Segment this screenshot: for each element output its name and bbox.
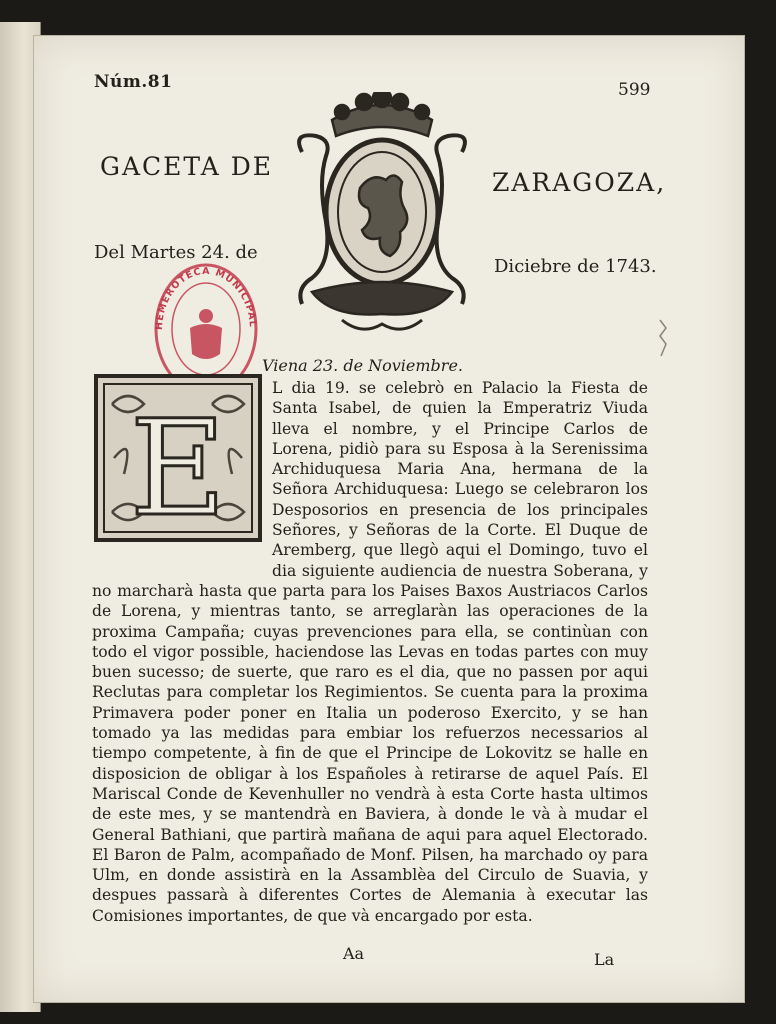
article-body — [92, 378, 648, 926]
masthead-title-right: ZARAGOZA, — [492, 168, 667, 197]
issue-number: Núm.81 — [94, 72, 173, 92]
masthead-title-left: GACETA DE — [100, 152, 274, 181]
stamp-text: HEMEROTECA MUNICIPAL — [153, 265, 259, 331]
page-number: 599 — [618, 80, 651, 100]
issue-date-right: Diciebre de 1743. — [494, 256, 657, 277]
signature-mark: Aa — [343, 944, 365, 963]
article-text: L dia 19. se celebrò en Palacio la Fiesta de Santa Isabel, de quien la Emperatriz Viuda lleva el nombre, y el Principe Carlos de Lorena, pidiò para su Esposa à la Serenissima Archiduquesa Maria Ana, hermana de la Señora Archiduquesa: Luego se celebraron los Desposorios en presencia de los principales Señores, y Señoras de la Corte. El Duque de Aremberg, que llegò aqui el Domingo, tuvo el dia siguiente audiencia de nuestra Soberana, y no marcharà hasta que parta para los Paises Baxos Austriacos Carlos de Lorena, y mientras tanto, se arreglaràn las operaciones de la proxima Campaña; cuyas prevenciones para ella, se continùan con todo el vigor possible, haciendose las Levas en todas partes con muy buen sucesso; de suerte, que raro es el dia, que no passen por aqui Reclutas para completar los Regimientos. Se cuenta para la proxima Primavera poder poner en Italia un poderoso Exercito, y se han tomado ya las medidas para embiar los refuerzos necessarios al tiempo competente, à fin de que el Principe de Lokovitz se halle en disposicion de obligar à los Españoles à retirarse de aquel País. El Mariscal Conde de Kevenhuller no vendrà à esta Corte hasta ultimos de este mes, y se mantendrà en Baviera, à donde le và à mudar el General Bathiani, que partirà mañana de aqui para aquel Electorado. El Baron de Palm, acompañado de Monf. Pilsen, ha marchado oy para Ulm, en donde assistirà en la Assamblèa del Circulo de Suavia, y despues passarà à diferentes Cortes de Alemania à executar las Comisiones importantes, de que và encargado por esta. — [92, 379, 648, 925]
newspaper-page — [34, 36, 744, 1002]
article-dateline: Viena 23. de Noviembre. — [262, 356, 463, 375]
margin-mark — [656, 318, 670, 358]
issue-date-left: Del Martes 24. de — [94, 242, 258, 263]
initial-wrap-space — [92, 378, 272, 574]
initial-letter: E — [129, 392, 227, 542]
zaragoza-coat-of-arms-icon — [282, 92, 482, 336]
catchword: La — [594, 950, 615, 969]
